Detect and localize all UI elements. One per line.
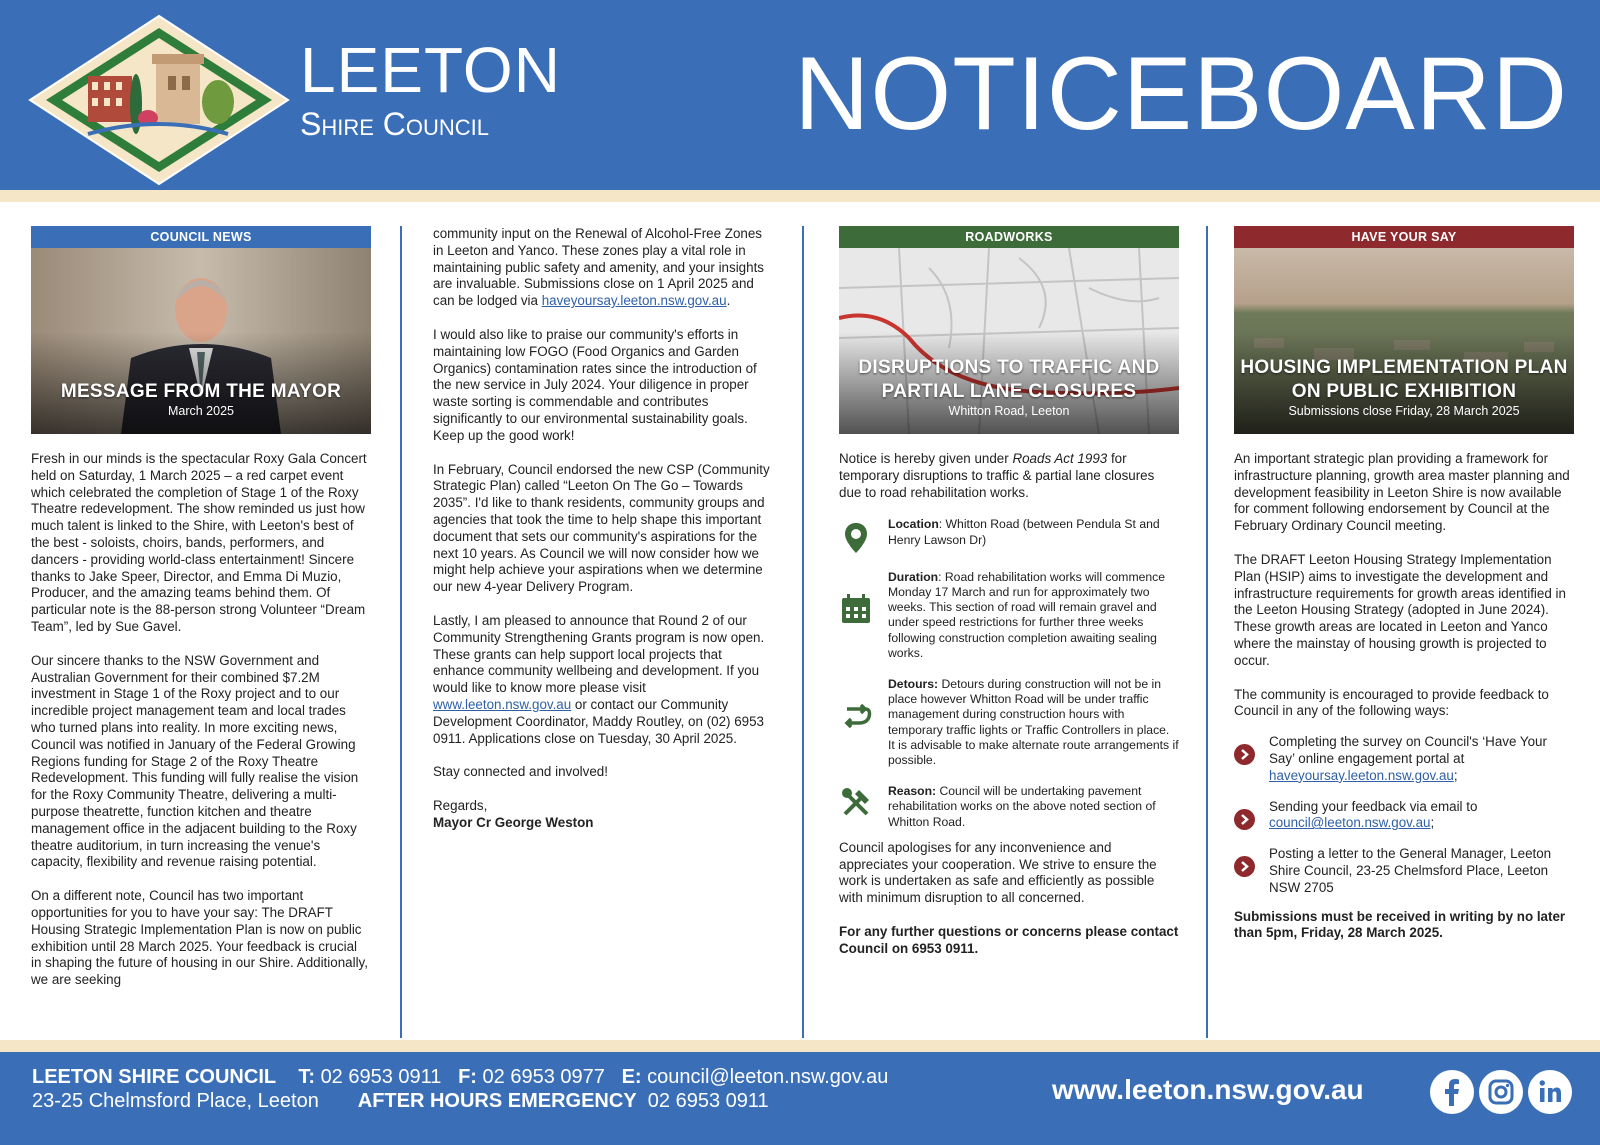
have-your-say-hero-title: HOUSING IMPLEMENTATION PLAN ON PUBLIC EXHIBITION [1240,357,1568,402]
council-news-paragraph-2: Our sincere thanks to the NSW Government and Australian Government for their combined $7.2M investment in Stage 1 of the Roxy project and to our incredible project management team and local trades who turned plans into reality. In more exciting news, Council was notified in January of the Federal Growing Regions funding for Stage 2 of the Roxy Theatre Redevelopment. This funding will fully realise the vision for the Roxy Community Theatre, delivering a multi-purpose theatrette, function kitchen and theatre management office in the adjacent building to the Roxy theatre auditorium, in turn increasing the venue's capacity, flexibility and revenue raising potential. [31,652,359,870]
fogo-paragraph: I would also like to praise our community's efforts in maintaining low FOGO (Food Organics and Garden Organics) contamination rates since the introduction of the new service in July 2024. Your diligence in proper waste sorting is commendable and contributes significantly to our environmental sustainability goals. Keep up the good work! [433,326,757,443]
roadworks-banner: ROADWORKS [839,226,1179,248]
duration-item [839,570,1179,661]
feedback-option-post [1234,846,1574,896]
footer-email[interactable]: council@leeton.nsw.gov.au [647,1066,889,1088]
grants-text-end: or contact our Community Development Coordinator, Maddy Routley, on (02) 6953 0911. Applications close on Tuesday, 30 April 2025. [433,696,764,746]
have-your-say-hero-deadline: Submissions close Friday, 28 March 2025 [1288,404,1520,419]
footer-divider [0,1040,1600,1052]
submission-deadline: Submissions must be received in writing by no later than 5pm, Friday, 28 March 2025. [1234,908,1566,941]
punctuation: ; [1430,815,1435,831]
footer-contact-line [32,1066,888,1089]
grants-paragraph [433,613,773,747]
detours-item [839,677,1179,768]
brand-subtitle: Shire Council [300,106,490,142]
leeton-website-link[interactable]: www.leeton.nsw.gov.au [433,696,572,712]
haveyoursay-link[interactable]: haveyoursay.leeton.nsw.gov.au [541,293,727,309]
reason-label: Reason: [888,784,937,799]
council-email-link[interactable]: council@leeton.nsw.gov.au [1269,815,1431,831]
detours-label: Detours: [888,677,939,692]
footer-address-line [32,1090,769,1113]
hsip-paragraph-2: The DRAFT Leeton Housing Strategy Implementation Plan (HSIP) aims to investigate the development and infrastructure requirements for growth areas identified in the Leeton Housing Strategy (adopted in June 2024). These growth areas are located in Leeton and Yanco where the mainstay of housing growth is projected to occur. [1234,551,1566,668]
tools-icon [839,784,873,818]
council-news-paragraph-1: Fresh in our minds is the spectacular Roxy Gala Concert held on Saturday, 1 March 2025 – a red carpet event which celebrated the completion of Stage 1 of the Roxy Theatre redevelopment. The show reminded us just how much talent is linked to the Shire, with Leeton's best of the best - soloists, choirs, bands, performers, and dancers - providing world-class entertainment! Sincere thanks to Jake Speer, Director, and Emma Di Muzio, Producer, and the amazing teams behind them. Of particular note is the 88-person strong Volunteer “Dream Team”, led by Sue Gavel. [31,451,367,634]
feedback-option-email [1234,799,1574,833]
linkedin-icon[interactable] [1528,1070,1572,1114]
header-divider [0,190,1600,202]
roadworks-hero-title: DISRUPTIONS TO TRAFFIC AND PARTIAL LANE CLOSURES [858,357,1160,402]
csp-paragraph: In February, Council endorsed the new CSP (Community Strategic Plan) called “Leeton On The Go – Towards 2035”. I'd like to thank residents, community groups and agencies that took the time to help shape this important document that sets our community's aspirations for the next 10 years. As Council we will now consider how we might help achieve your aspirations when we determine our new 4-year Delivery Program. [433,461,770,595]
detours-text: Detours during construction will not be in place however Whitton Road will be under traffic management during construction hours with temporary traffic lights or Traffic Controllers in place. It is advisable to make alternate route arrangements if possible. [888,677,1179,768]
post-text: Posting a letter to the General Manager, Leeton Shire Council, 23-25 Chelmsford Place, Leeton NSW 2705 [1269,846,1552,895]
email-text: Sending your feedback via email to [1269,798,1478,814]
footer-address: 23-25 Chelmsford Place, Leeton [32,1090,319,1112]
chevron-right-icon [1234,809,1255,830]
survey-text: Completing the survey on Council's ‘Have Your Say’ online engagement portal at [1269,734,1547,766]
reason-item [839,784,1179,830]
fax-label: F: [458,1066,477,1088]
have-your-say-column [1234,226,1574,942]
roadworks-contact: For any further questions or concerns please contact Council on 6953 0911. [839,924,1179,956]
stay-connected-paragraph: Stay connected and involved! [433,764,608,780]
phone-number[interactable]: 02 6953 0911 [320,1066,442,1088]
roadworks-intro [839,451,1179,501]
email-label: E: [621,1066,642,1088]
page-title: NOTICEBOARD [794,36,1568,152]
chevron-right-icon [1234,744,1255,765]
location-text: : Whitton Road (between Pendula St and Henry Lawson Dr) [888,517,1160,547]
council-news-continued-column [433,226,773,832]
duration-text: : Road rehabilitation works will commence Monday 17 March and run for approximately two weeks. This section of road will remain gravel and under speed restrictions for further three weeks following construction completion awaiting sealing works. [888,569,1166,660]
phone-label: T: [298,1066,315,1088]
facebook-icon[interactable] [1430,1070,1474,1114]
punctuation: ; [1453,767,1458,783]
chevron-right-icon [1234,856,1255,877]
council-news-hero-title: MESSAGE FROM THE MAYOR [60,381,342,402]
roadworks-column [839,226,1179,958]
after-hours-label: AFTER HOURS EMERGENCY [357,1090,637,1112]
footer-website[interactable]: www.leeton.nsw.gov.au [1052,1074,1364,1105]
mayor-signoff: Mayor Cr George Weston [433,814,594,830]
roadworks-map [839,248,1179,434]
leeton-shire-council-logo[interactable] [28,14,290,186]
haveyoursay-portal-link[interactable]: haveyoursay.leeton.nsw.gov.au [1269,767,1454,783]
fax-number: 02 6953 0977 [482,1066,605,1088]
location-item [839,517,1179,547]
footer [0,1052,1600,1145]
intro-text: Notice is hereby given under [839,451,1013,466]
council-news-paragraph-3: On a different note, Council has two important opportunities for you to have your say: The DRAFT Housing Strategic Implementation Plan is now on public exhibition until 28 March 2025. Your feedback is crucial in shaping the future of housing in our Shire. Additionally, we are seeking [31,888,368,988]
detour-arrows-icon [839,699,873,733]
town-aerial-photo [1234,248,1574,434]
column-divider [400,226,402,1038]
roadworks-apology: Council apologises for any inconvenience and appreciates your cooperation. We strive to ensure the work is undertaken as safe and efficiently as possible with minimum disruption to all concerned. [839,839,1157,906]
hsip-paragraph-3: The community is encouraged to provide feedback to Council in any of the following ways: [1234,686,1549,719]
feedback-option-survey [1234,734,1574,784]
location-pin-icon [839,521,873,555]
council-news-hero-date: March 2025 [167,404,234,419]
hsip-paragraph-1: An important strategic plan providing a framework for infrastructure planning, growth area master planning and development feasibility in Leeton Shire is now available for comment following endorsement by Council at the February Ordinary Council meeting. [1234,451,1570,534]
roadworks-hero-location: Whitton Road, Leeton [948,404,1070,419]
mayor-photo [31,248,371,434]
brand-name: LEETON [300,34,561,106]
instagram-icon[interactable] [1479,1070,1523,1114]
calendar-icon [839,592,873,626]
column-divider [802,226,804,1038]
after-hours-number[interactable]: 02 6953 0911 [647,1090,769,1112]
header [0,0,1600,190]
have-your-say-banner: HAVE YOUR SAY [1234,226,1574,248]
alcohol-free-zones-paragraph [433,226,773,310]
regards-text: Regards, [433,798,488,814]
location-label: Location [888,517,939,532]
grants-text: Lastly, I am pleased to announce that Round 2 of our Community Strengthening Grants program is now open. These grants can help support local projects that enhance community wellbeing and development. If you would like to know more please visit [433,612,765,696]
duration-label: Duration [888,569,939,584]
footer-org-name: LEETON SHIRE COUNCIL [32,1066,277,1088]
alcohol-free-zones-text: community input on the Renewal of Alcohol-Free Zones in Leeton and Yanco. These zones play a vital role in maintaining public safety and amenity, and your insights are invaluable. Submissions close on 1 April 2025 and can be lodged via [433,226,764,309]
council-news-banner: COUNCIL NEWS [31,226,371,248]
reason-text: Council will be undertaking pavement rehabilitation works on the above noted section of Whitton Road. [888,784,1156,829]
roads-act-title: Roads Act 1993 [1012,451,1108,466]
intro-text-end: for temporary disruptions to traffic & partial lane closures due to road rehabilitation works. [839,451,1155,500]
council-news-column [31,226,371,989]
punctuation: . [726,293,731,309]
column-divider [1206,226,1208,1038]
